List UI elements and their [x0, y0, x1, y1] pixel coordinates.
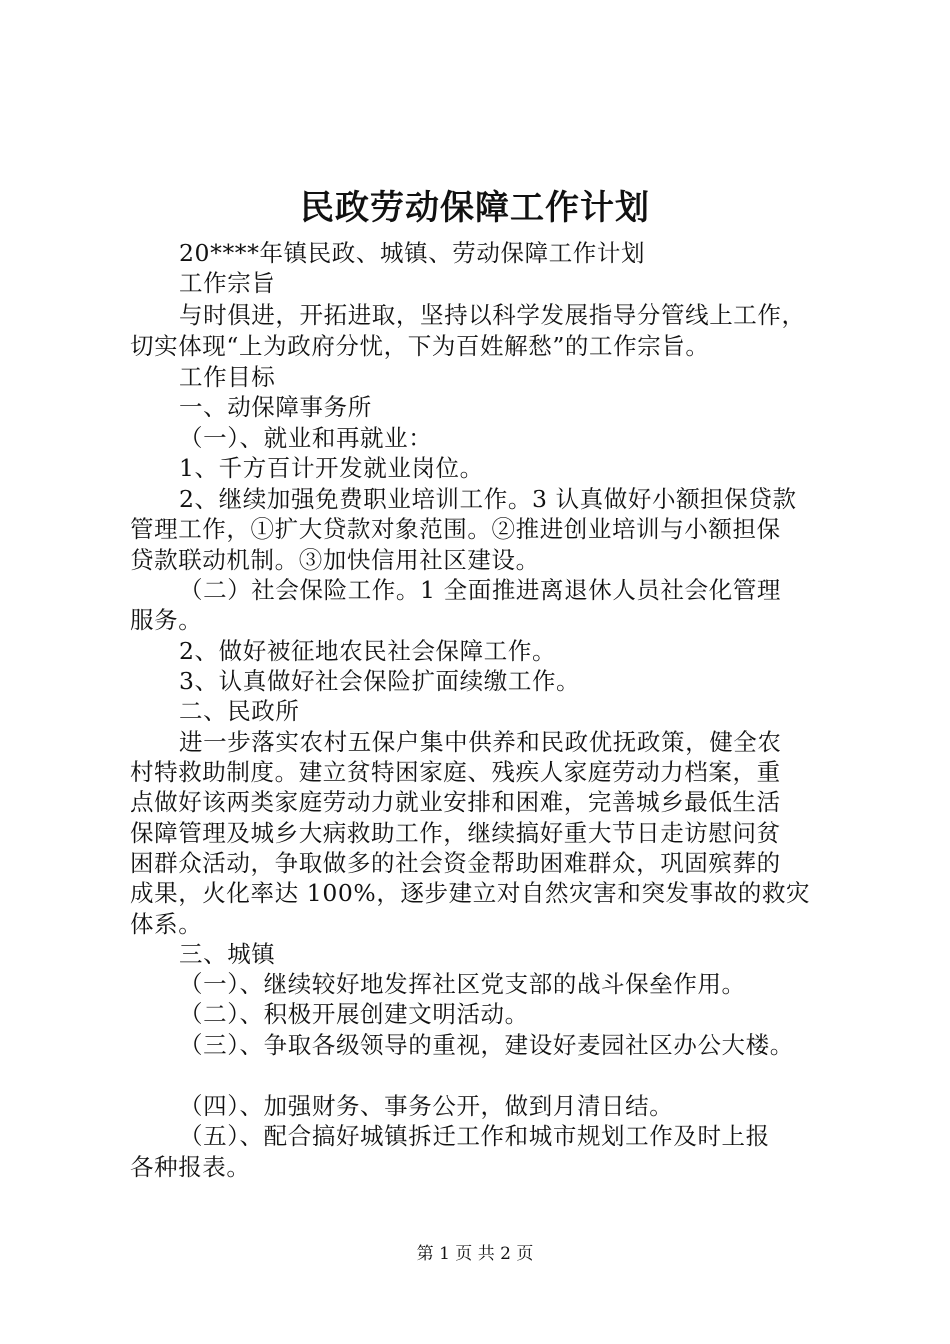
body-line: 切实体现“上为政府分忧，下为百姓解愁”的工作宗旨。 — [130, 332, 710, 360]
list-item: （二）、积极开展创建文明活动。 — [179, 1000, 529, 1028]
body-line: 点做好该两类家庭劳动力就业安排和困难，完善城乡最低生活 — [130, 788, 781, 816]
list-item: 3、认真做好社会保险扩面续缴工作。 — [179, 667, 581, 695]
body-line: 贷款联动机制。③加快信用社区建设。 — [130, 546, 540, 574]
body-line: 与时俱进，开拓进取，坚持以科学发展指导分管线上工作， — [179, 301, 806, 329]
section-heading: 一、动保障事务所 — [179, 393, 372, 421]
list-item: （一）、继续较好地发挥社区党支部的战斗保垒作用。 — [179, 970, 746, 998]
body-line: 体系。 — [130, 910, 203, 938]
section-heading: 工作目标 — [179, 363, 276, 391]
body-line: 20****年镇民政、城镇、劳动保障工作计划 — [179, 239, 646, 267]
body-line: 服务。 — [130, 606, 203, 634]
list-item: （三）、争取各级领导的重视，建设好麦园社区办公大楼。 — [179, 1031, 794, 1059]
body-line: 管理工作，①扩大贷款对象范围。②推进创业培训与小额担保 — [130, 515, 781, 543]
list-item: （四）、加强财务、事务公开，做到月清日结。 — [179, 1092, 674, 1120]
body-line: 村特救助制度。建立贫特困家庭、残疾人家庭劳动力档案，重 — [130, 758, 781, 786]
list-item: （五）、配合搞好城镇拆迁工作和城市规划工作及时上报 — [179, 1122, 770, 1150]
subsection-heading: （二）社会保险工作。1 全面推进离退休人员社会化管理 — [179, 576, 782, 604]
body-line: 保障管理及城乡大病救助工作，继续搞好重大节日走访慰问贫 — [130, 819, 781, 847]
page-footer: 第 1 页 共 2 页 — [416, 1244, 534, 1264]
document-title: 民政劳动保障工作计划 — [300, 188, 650, 228]
section-heading: 工作宗旨 — [179, 269, 276, 297]
body-line: 各种报表。 — [130, 1153, 251, 1181]
section-heading: 三、城镇 — [179, 940, 276, 968]
body-line: 困群众活动，争取做多的社会资金帮助困难群众，巩固殡葬的 — [130, 849, 781, 877]
list-item: 2、继续加强免费职业培训工作。3 认真做好小额担保贷款 — [179, 485, 797, 513]
list-item: 2、做好被征地农民社会保障工作。 — [179, 637, 557, 665]
body-line: 进一步落实农村五保户集中供养和民政优抚政策，健全农 — [179, 728, 782, 756]
section-heading: 二、民政所 — [179, 697, 300, 725]
body-line: 成果，火化率达 100%，逐步建立对自然灾害和突发事故的救灾 — [130, 879, 811, 907]
subsection-heading: （一）、就业和再就业： — [179, 424, 433, 452]
list-item: 1、千方百计开发就业岗位。 — [179, 454, 484, 482]
